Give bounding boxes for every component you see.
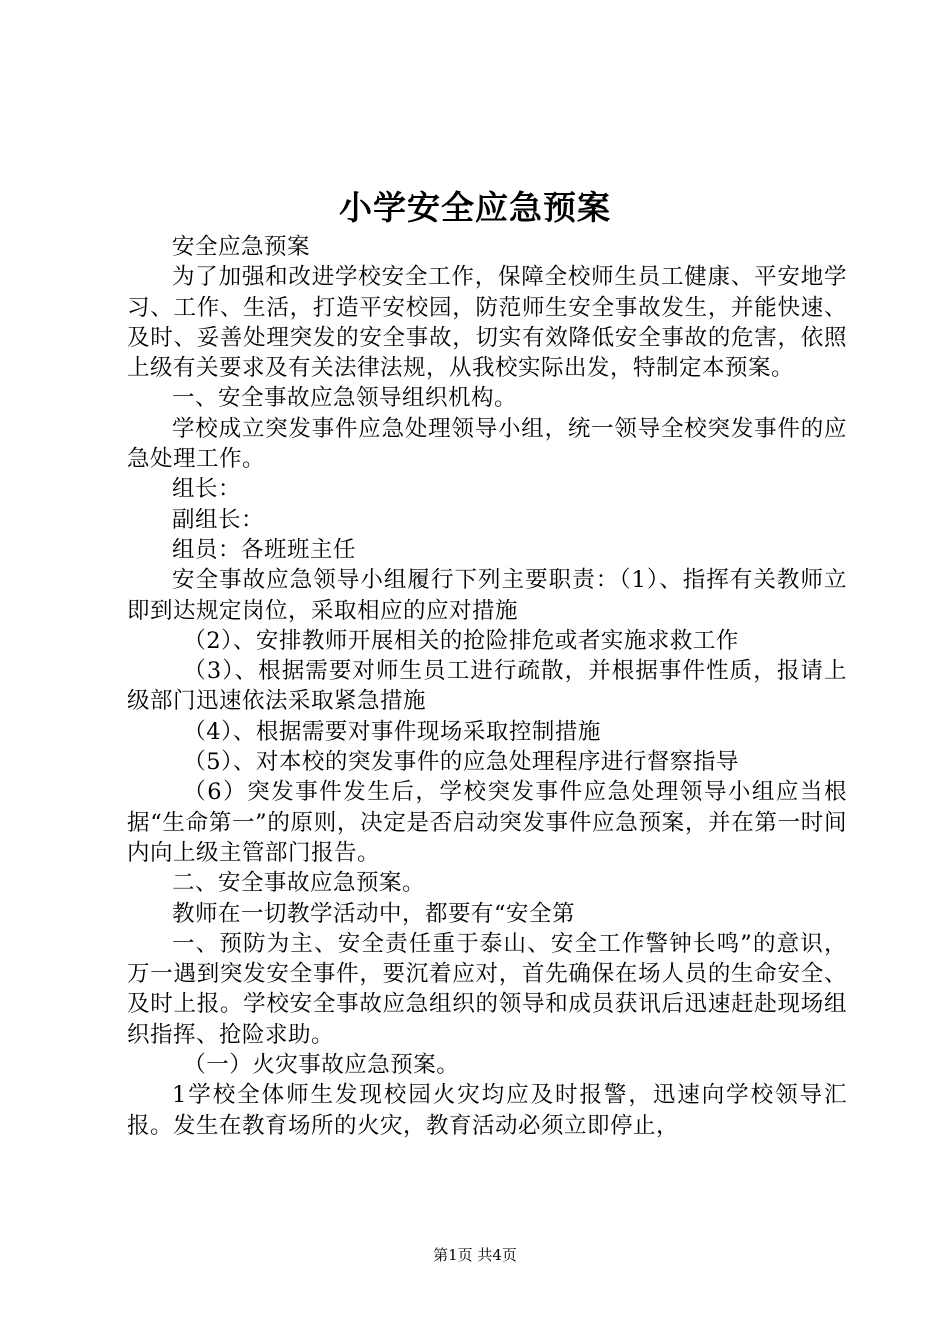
list-item: （2）、安排教师开展相关的抢险排危或者实施求救工作 [183, 627, 739, 654]
list-item: （6）突发事件发生后，学校突发事件应急处理领导小组应当根据“生命第一”的原则，决定是否启动突发事件应急预案，并在第一时间内向上级主管部门报告。 [127, 779, 847, 866]
document-title: 小学安全应急预案 [339, 188, 611, 227]
paragraph: 一、预防为主、安全责任重于泰山、安全工作警钟长鸣”的意识，万一遇到突发安全事件，要沉着应对，首先确保在场人员的生命安全、及时上报。学校安全事故应急组织的领导和成员获讯后迅速赶赴现场组织指挥、抢险求助。 [127, 930, 847, 1048]
page-number: 第1页 共4页 [433, 1246, 517, 1264]
paragraph: 安全事故应急领导小组履行下列主要职责：（1）、指挥有关教师立即到达规定岗位，采取相应的应对措施 [127, 567, 847, 624]
paragraph: 教师在一切教学活动中，都要有“安全第 [172, 900, 576, 927]
paragraph: 组员：各班班主任 [172, 536, 357, 563]
document-body [127, 232, 847, 1141]
paragraph: 为了加强和改进学校安全工作，保障全校师生员工健康、平安地学习、工作、生活，打造平安校园，防范师生安全事故发生，并能快速、及时、妥善处理突发的安全事故，切实有效降低安全事故的危害，依照上级有关要求及有关法律法规，从我校实际出发，特制定本预案。 [127, 264, 847, 382]
paragraph: 1学校全体师生发现校园火灾均应及时报警，迅速向学校领导汇报。发生在教育场所的火灾，教育活动必须立即停止， [127, 1082, 847, 1139]
section-heading: 一、安全事故应急领导组织机构。 [172, 385, 518, 412]
paragraph: 副组长： [172, 506, 265, 533]
list-item: （3）、根据需要对师生员工进行疏散，并根据事件性质，报请上级部门迅速依法采取紧急措施 [127, 658, 847, 715]
list-item: （4）、根据需要对事件现场采取控制措施 [183, 718, 601, 745]
paragraph: 学校成立突发事件应急处理领导小组，统一领导全校突发事件的应急处理工作。 [127, 415, 847, 473]
list-item: （5）、对本校的突发事件的应急处理程序进行督察指导 [183, 749, 739, 776]
paragraph: 安全应急预案 [172, 234, 311, 260]
subsection-heading: （一）火灾事故应急预案。 [183, 1052, 460, 1079]
paragraph: 组长： [172, 476, 242, 503]
section-heading: 二、安全事故应急预案。 [172, 870, 426, 897]
